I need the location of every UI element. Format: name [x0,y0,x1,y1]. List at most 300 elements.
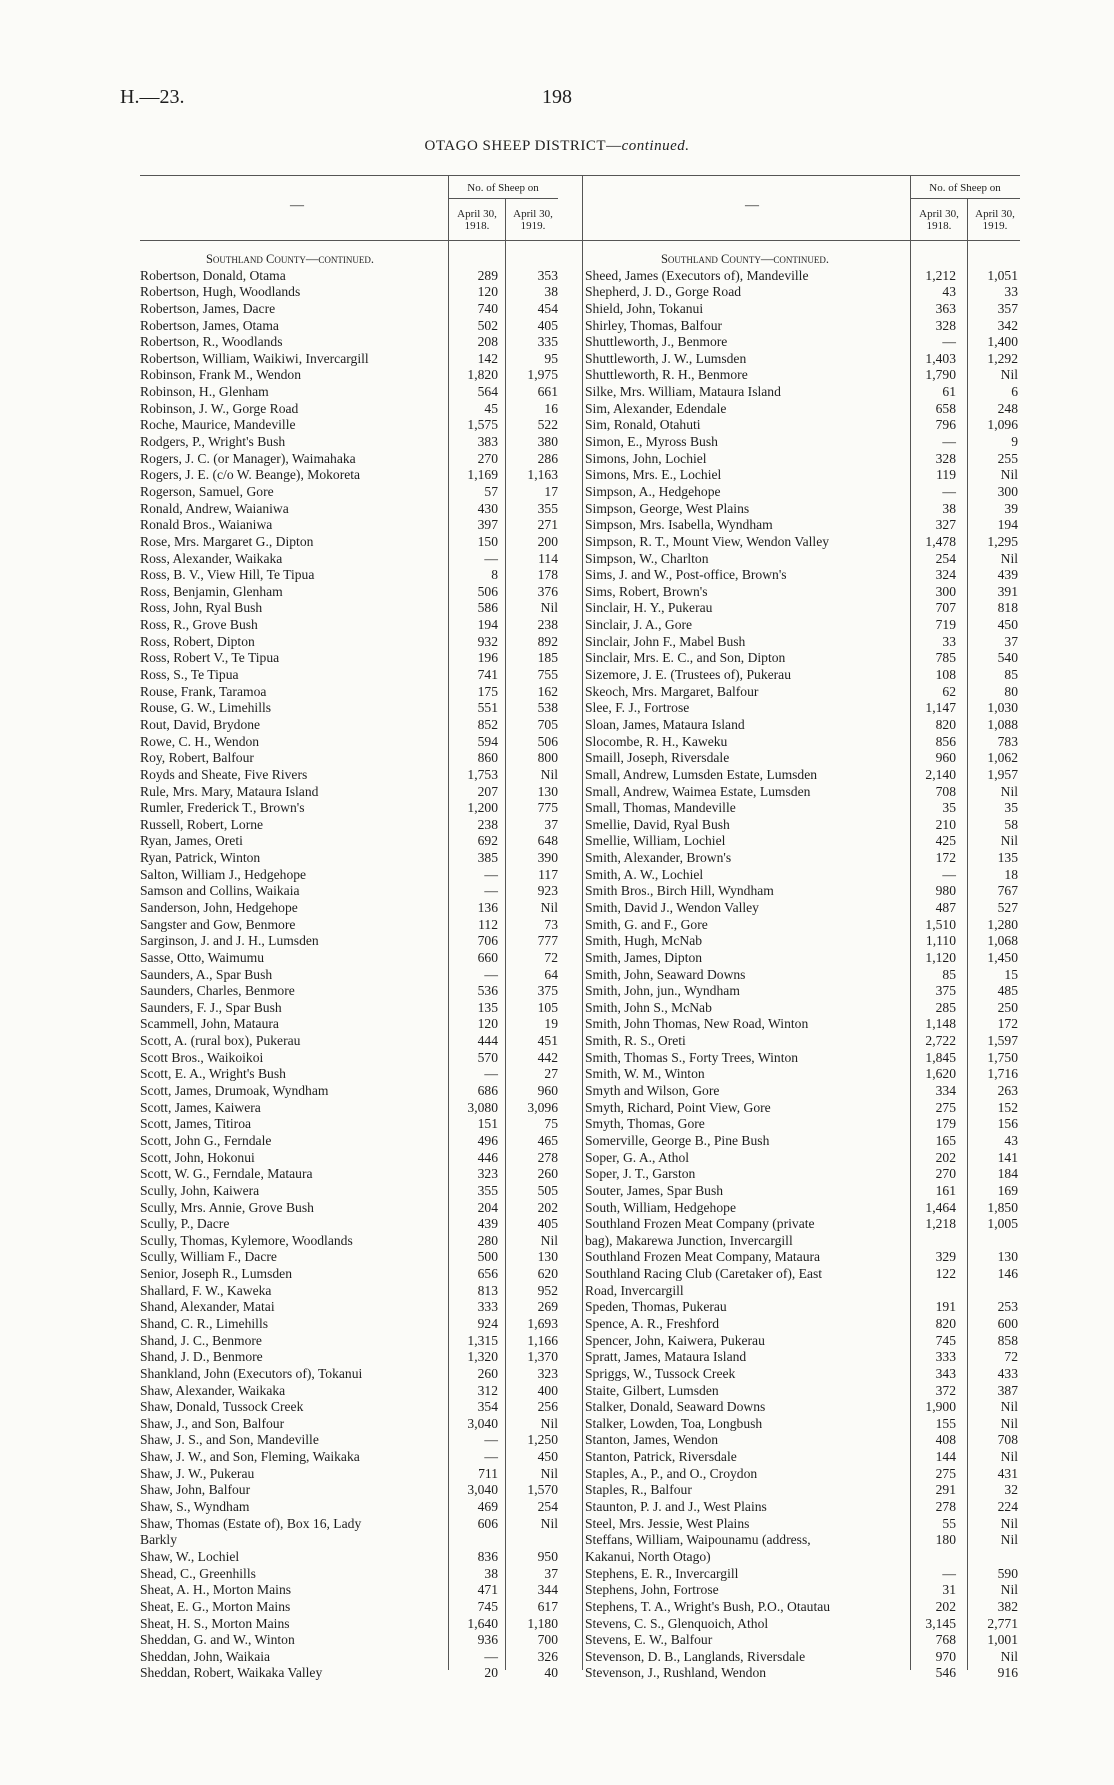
sheep-1918: 275 [935,1465,956,1481]
table-row [585,634,1020,651]
sheep-1919: 1,957 [987,766,1018,782]
sheep-1919: 400 [537,1382,558,1398]
sheep-1919: 105 [537,999,558,1015]
sheep-1918: 711 [478,1465,498,1481]
sheep-1918: 20 [484,1665,498,1681]
sheep-1918: 496 [477,1132,498,1148]
sheep-1919: 454 [537,300,558,316]
table-row [140,1383,560,1400]
sheep-1918: 1,315 [467,1332,498,1348]
sheep-1918: 3,145 [925,1615,956,1631]
table-row [140,617,560,634]
table-row [585,1499,1020,1516]
owner-name: Speden, Thomas, Pukerau [585,1299,727,1315]
sheep-1918: — [484,1449,498,1465]
sheep-1918: 1,478 [925,533,956,549]
sheep-1919: 162 [537,683,558,699]
right-1918-header: April 30, 1918. [919,208,959,232]
table-row [585,734,1020,751]
owner-name: Rule, Mrs. Mary, Mataura Island [140,783,319,799]
report-reference: H.—23. [120,86,185,108]
sheep-1918: 57 [484,483,498,499]
sheep-1918: 202 [935,1149,956,1165]
sheep-1919: 184 [997,1166,1018,1182]
sheep-1919: Nil [1000,467,1018,483]
sheep-1919: Nil [540,1415,558,1431]
table-row [585,1399,1020,1416]
table-row [140,517,560,534]
sheep-1919: 40 [544,1665,558,1681]
sheep-1919: 263 [997,1083,1018,1099]
sheep-1918: 33 [942,633,956,649]
table-row [585,800,1020,817]
sheep-1919: 35 [1004,800,1018,816]
sheep-1919: 130 [997,1249,1018,1265]
owner-name: Southland Racing Club (Caretaker of), East [585,1266,823,1282]
table-row [585,867,1020,884]
table-row [140,367,560,384]
sheep-1919: 705 [537,716,558,732]
sheep-1918: 108 [935,667,956,683]
sheep-1919: 527 [997,899,1018,915]
sheep-1919: 439 [997,567,1018,583]
sheep-1919: Nil [540,1232,558,1248]
owner-name: Sinclair, John F., Mabel Bush [585,633,746,649]
table-row [140,484,560,501]
sheep-1918: 546 [935,1665,956,1681]
table-row [585,817,1020,834]
owner-name: Shaw, J., and Son, Balfour [140,1415,285,1431]
owner-name: Ross, Robert V., Te Tipua [140,650,280,666]
sheep-1918: 506 [477,583,498,599]
sheep-1918: 85 [942,966,956,982]
sheep-1918: — [942,483,956,499]
owner-name: Simons, Mrs. E., Lochiel [585,467,722,483]
right-section-heading: Southland County—continued. [660,252,830,266]
table-row [585,600,1020,617]
sheep-1918: 383 [477,434,498,450]
owner-name: Rogers, J. E. (c/o W. Beange), Mokoreta [140,467,361,483]
sheep-1919: 37 [1004,633,1018,649]
table-row [140,717,560,734]
left-1918-header: April 30, 1918. [457,208,497,232]
table-row [140,1516,560,1533]
sheep-1918: 375 [935,983,956,999]
sheep-1918: 471 [477,1582,498,1598]
sheep-1919: 72 [544,949,558,965]
sheep-1919: 767 [997,883,1018,899]
owner-name: Stevenson, D. B., Langlands, Riversdale [585,1648,806,1664]
owner-name: Shaw, J. W., and Son, Fleming, Waikaka [140,1449,360,1465]
owner-name: Staite, Gilbert, Lumsden [585,1382,719,1398]
owner-name: Sizemore, J. E. (Trustees of), Pukerau [585,667,792,683]
sheep-1918: 1,820 [467,367,498,383]
sheep-1918: 796 [935,417,956,433]
owner-name: Simpson, R. T., Mount View, Wendon Valley [585,533,830,549]
sheep-1918: 385 [477,850,498,866]
sheep-1918: 334 [935,1083,956,1099]
sheep-1919: 1,163 [527,467,558,483]
owner-name: Small, Andrew, Waimea Estate, Lumsden [585,783,811,799]
owner-name: Robertson, Donald, Otama [140,267,286,283]
sheep-1919: Nil [1000,550,1018,566]
sheep-1918: 144 [935,1449,956,1465]
table-row [585,1599,1020,1616]
sheep-1919: 390 [537,850,558,866]
table-row [585,484,1020,501]
sheep-1919: 130 [537,783,558,799]
owner-name: Stevens, E. W., Balfour [585,1632,713,1648]
owner-name: Sinclair, H. Y., Pukerau [585,600,713,616]
table-row [140,1066,560,1083]
sheep-1919: 1,062 [987,750,1018,766]
sheep-1918: — [484,1066,498,1082]
sheep-1918: — [484,1648,498,1664]
owner-name: Sheddan, John, Waikaia [140,1648,271,1664]
sheep-1918: 1,169 [467,467,498,483]
owner-name: bag), Makarewa Junction, Invercargill [585,1232,793,1248]
sheep-1918: 179 [935,1116,956,1132]
sheep-1919: 540 [997,650,1018,666]
table-row [140,700,560,717]
owner-name: Royds and Sheate, Five Rivers [140,766,308,782]
table-row [140,268,560,285]
sheep-1919: 620 [537,1266,558,1282]
sheep-1918: 207 [477,783,498,799]
table-row [585,750,1020,767]
table-row [585,1166,1020,1183]
owner-name: Sheddan, G. and W., Winton [140,1632,295,1648]
sheep-1918: 323 [477,1166,498,1182]
table-row [140,1200,560,1217]
sheep-1919: 431 [997,1465,1018,1481]
table-row [585,1100,1020,1117]
sheep-1919: 18 [1004,866,1018,882]
sheep-1919: 355 [537,500,558,516]
sheep-1919: 32 [1004,1482,1018,1498]
sheep-1918: 741 [477,667,498,683]
sheep-1918: 430 [477,500,498,516]
owner-name: Kakanui, North Otago) [585,1548,711,1564]
owner-name: Ross, John, Ryal Bush [140,600,263,616]
sheep-1918: — [942,1565,956,1581]
table-row [140,417,560,434]
sheep-1919: 1,068 [987,933,1018,949]
owner-name: Ross, R., Grove Bush [140,617,258,633]
sheep-1919: 271 [537,517,558,533]
table-row [585,650,1020,667]
table-row [585,1050,1020,1067]
owner-name: Slee, F. J., Fortrose [585,700,690,716]
owner-name: Rogerson, Samuel, Gore [140,483,274,499]
table-row [585,1249,1020,1266]
owner-name: Scott, John G., Ferndale [140,1132,272,1148]
sheep-1918: 1,120 [925,949,956,965]
sheep-1919: 254 [537,1499,558,1515]
owner-name: South, William, Hedgehope [585,1199,736,1215]
sheep-1919: 130 [537,1249,558,1265]
table-row [585,717,1020,734]
owner-name: Sims, Robert, Brown's [585,583,708,599]
table-row [585,700,1020,717]
table-row [585,1416,1020,1433]
table-row [585,301,1020,318]
table-row [585,1233,1020,1250]
sheep-1919: 255 [997,450,1018,466]
owner-name: Sloan, James, Mataura Island [585,716,745,732]
table-row [585,334,1020,351]
owner-name: Shaw, Thomas (Estate of), Box 16, Lady [140,1515,362,1531]
table-row [140,1100,560,1117]
owner-name: Smaill, Joseph, Riversdale [585,750,730,766]
sheep-1919: 442 [537,1049,558,1065]
owner-name: Scott Bros., Waikoikoi [140,1049,264,1065]
sheep-1918: 1,403 [925,350,956,366]
owner-name: Sheat, H. S., Morton Mains [140,1615,290,1631]
owner-name: Rogers, J. C. (or Manager), Waimahaka [140,450,356,466]
sheep-1919: 156 [997,1116,1018,1132]
owner-name: Soper, G. A., Athol [585,1149,690,1165]
table-row [140,584,560,601]
right-subheader-rule [910,198,1020,199]
sheep-1919: 1,400 [987,334,1018,350]
owner-name: Skeoch, Mrs. Margaret, Balfour [585,683,759,699]
table-row [140,600,560,617]
table-row [140,1266,560,1283]
sheep-1918: 707 [935,600,956,616]
table-row [140,1050,560,1067]
sheep-1919: Nil [1000,1515,1018,1531]
owner-name: Smith, Alexander, Brown's [585,850,732,866]
sheep-1918: 960 [935,750,956,766]
table-row [140,1616,560,1633]
owner-name: Silke, Mrs. William, Mataura Island [585,384,781,400]
owner-name: Sheat, A. H., Morton Mains [140,1582,292,1598]
owner-name: Rowe, C. H., Wendon [140,733,260,749]
sheep-1919: 357 [997,300,1018,316]
sheep-1918: — [942,334,956,350]
sheep-1918: 502 [477,317,498,333]
sheep-1919: 286 [537,450,558,466]
sheep-1919: 376 [537,583,558,599]
sheep-1918: 119 [936,467,956,483]
owner-name: Smith, John S., McNab [585,999,712,1015]
sheep-1919: 382 [997,1598,1018,1614]
sheep-1919: 892 [537,633,558,649]
table-row [140,1582,560,1599]
sheep-1918: 1,620 [925,1066,956,1082]
owner-name: Ryan, James, Oreti [140,833,243,849]
sheep-1918: 785 [935,650,956,666]
table-row [140,784,560,801]
owner-name: Stanton, James, Wendon [585,1432,719,1448]
table-row [585,1116,1020,1133]
owner-name: Saunders, Charles, Benmore [140,983,295,999]
table-row [585,1000,1020,1017]
table-row [140,534,560,551]
table-row [585,767,1020,784]
sheep-1918: 3,080 [467,1099,498,1115]
owner-name: Smellie, David, Ryal Bush [585,816,730,832]
sheep-1919: 75 [544,1116,558,1132]
table-row [585,883,1020,900]
left-column [140,251,560,1682]
sheep-1918: 270 [935,1166,956,1182]
sheep-1918: 328 [935,317,956,333]
sheep-1918: 300 [935,583,956,599]
sheep-1919: 16 [544,400,558,416]
table-row [585,517,1020,534]
table-row [585,1516,1020,1533]
sheep-1918: 658 [935,400,956,416]
table-row [585,1283,1020,1300]
sheep-1919: 800 [537,750,558,766]
table-row [585,1532,1020,1549]
sheep-1919: 405 [537,1216,558,1232]
sheep-1919: 1,166 [527,1332,558,1348]
sheep-1918: 740 [477,300,498,316]
sheep-1919: 375 [537,983,558,999]
owner-name: Spriggs, W., Tussock Creek [585,1365,736,1381]
sheep-1919: 1,001 [987,1632,1018,1648]
sheep-1919: 858 [997,1332,1018,1348]
sheep-1919: 465 [537,1132,558,1148]
owner-name: Shaw, J. S., and Son, Mandeville [140,1432,319,1448]
table-row [585,501,1020,518]
table-row [585,401,1020,418]
table-row [140,850,560,867]
sheep-1919: 783 [997,733,1018,749]
sheep-1918: 768 [935,1632,956,1648]
sheep-1918: 333 [935,1349,956,1365]
owner-name: Sanderson, John, Hedgehope [140,899,298,915]
sheep-1919: 923 [537,883,558,899]
sheep-1918: 852 [477,716,498,732]
sheep-1919: 33 [1004,284,1018,300]
owner-name: Ross, Benjamin, Glenham [140,583,283,599]
sheep-1918: 500 [477,1249,498,1265]
sheep-1919: 178 [537,567,558,583]
sheep-1919: Nil [540,1465,558,1481]
sheep-1918: 329 [935,1249,956,1265]
sheep-1918: 856 [935,733,956,749]
table-row [140,734,560,751]
owner-name: Rodgers, P., Wright's Bush [140,434,286,450]
table-row [140,551,560,568]
sheep-1918: 1,110 [925,933,956,949]
table-row [585,1316,1020,1333]
sheep-1918: 122 [935,1266,956,1282]
owner-name: Barkly [140,1532,177,1548]
title-continued: continued. [621,138,690,154]
sheep-1919: 95 [544,350,558,366]
sheep-1919: Nil [1000,1415,1018,1431]
sheep-1918: — [484,883,498,899]
sheep-1919: 15 [1004,966,1018,982]
table-row [140,684,560,701]
table-row [140,467,560,484]
owner-name: Shankland, John (Executors of), Tokanui [140,1365,363,1381]
table-header-rule [140,240,1020,241]
owner-name: Shallard, F. W., Kaweka [140,1282,272,1298]
owner-name: Sarginson, J. and J. H., Lumsden [140,933,319,949]
owner-name: Stephens, T. A., Wright's Bush, P.O., Otautau [585,1598,831,1614]
owner-name: Saunders, F. J., Spar Bush [140,999,282,1015]
sheep-1919: 6 [1011,384,1018,400]
table-row [140,1549,560,1566]
sheep-1919: 248 [997,400,1018,416]
sheep-1919: 505 [537,1182,558,1198]
owner-name: Stalker, Donald, Seaward Downs [585,1399,766,1415]
sheep-1919: 450 [997,617,1018,633]
sheep-1918: 135 [477,999,498,1015]
owner-name: Robinson, Frank M., Wendon [140,367,302,383]
table-row [585,1133,1020,1150]
sheep-1918: 204 [477,1199,498,1215]
sheep-1918: 1,790 [925,367,956,383]
sheep-1918: 408 [935,1432,956,1448]
owner-name: Shaw, J. W., Pukerau [140,1465,255,1481]
owner-name: Scott, John, Hokonui [140,1149,255,1165]
owner-name: Smith, A. W., Lochiel [585,866,704,882]
sheep-1918: 570 [477,1049,498,1065]
sheep-1919: 19 [544,1016,558,1032]
table-row [140,883,560,900]
sheep-1918: 112 [478,916,498,932]
sheep-1918: 120 [477,1016,498,1032]
sheep-1918: 594 [477,733,498,749]
table-row [140,983,560,1000]
owner-name: Road, Invercargill [585,1282,684,1298]
sheep-1918: 61 [942,384,956,400]
sheep-1918: 970 [935,1648,956,1664]
sheep-1918: 327 [935,517,956,533]
left-1919-header: April 30, 1919. [513,208,553,232]
left-section-heading: Southland County—continued. [205,252,375,266]
sheep-1919: 114 [538,550,558,566]
owner-name: Simon, E., Myross Bush [585,434,718,450]
owner-name: Small, Andrew, Lumsden Estate, Lumsden [585,766,818,782]
owner-name: Simpson, A., Hedgehope [585,483,721,499]
table-row [585,318,1020,335]
table-row [585,1033,1020,1050]
right-1919-header: April 30, 1919. [975,208,1015,232]
sheep-1918: 3,040 [467,1482,498,1498]
owner-name: Robertson, James, Dacre [140,300,276,316]
sheep-1919: 700 [537,1632,558,1648]
left-group-header: No. of Sheep on [467,182,539,194]
sheep-1919: 169 [997,1182,1018,1198]
owner-name: Sinclair, J. A., Gore [585,617,693,633]
sheep-1918: 172 [935,850,956,866]
sheep-1919: 278 [537,1149,558,1165]
table-row [585,551,1020,568]
sheep-1918: 2,140 [925,766,956,782]
owner-name: Smith, John, Seaward Downs [585,966,746,982]
sheep-1918: 354 [477,1399,498,1415]
sheep-1919: 344 [537,1582,558,1598]
sheep-1919: 661 [537,384,558,400]
sheep-1919: 1,280 [987,916,1018,932]
table-row [585,434,1020,451]
title-text: OTAGO SHEEP DISTRICT— [424,138,622,154]
table-row [140,750,560,767]
sheep-1918: 194 [477,617,498,633]
sheep-1919: 1,750 [987,1049,1018,1065]
sheep-1918: 1,845 [925,1049,956,1065]
owner-name: Souter, James, Spar Bush [585,1182,724,1198]
sheep-1919: 617 [537,1598,558,1614]
